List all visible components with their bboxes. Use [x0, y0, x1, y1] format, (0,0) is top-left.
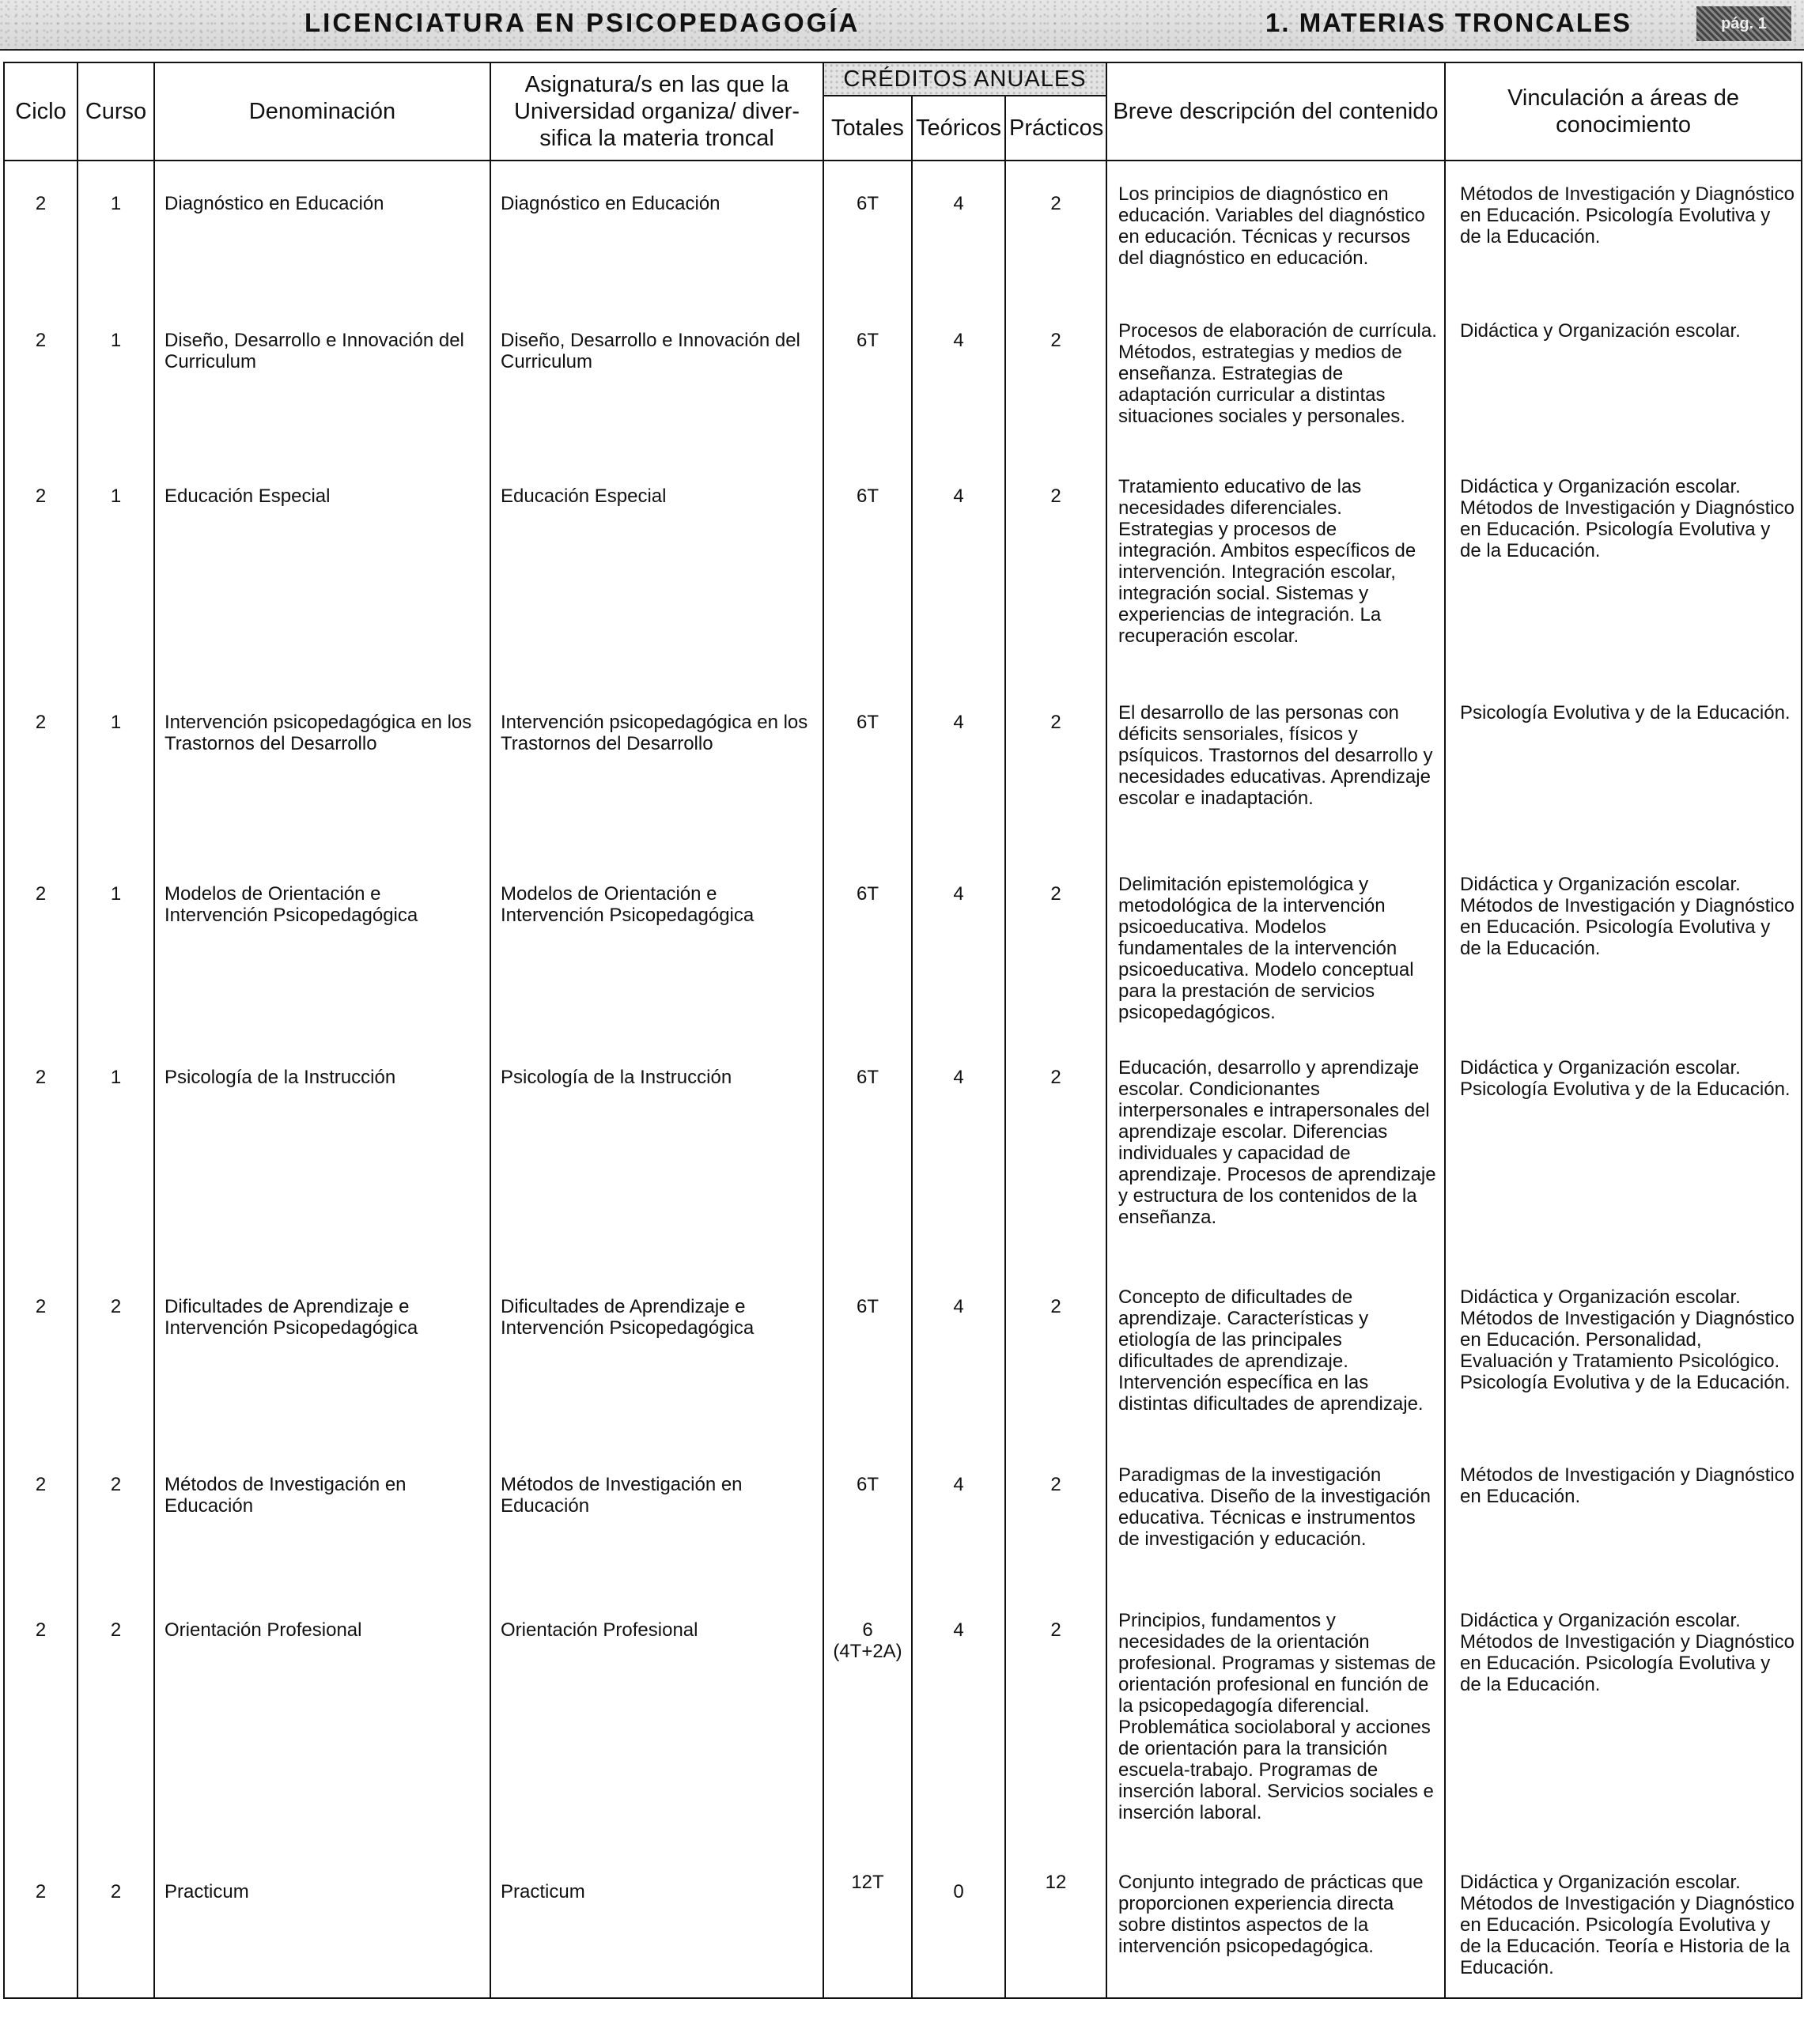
cell-vinculacion: Didáctica y Organización escolar. Métodos de Investigación y Diagnóstico en Educación. Psicología Evolutiva y de la Educación. Teoría e Historia de la Educación.: [1460, 1872, 1795, 1978]
cell-asignatura: Educación Especial: [501, 485, 667, 507]
cell-ciclo: 2: [35, 712, 47, 733]
cell-totales: 6T: [856, 485, 879, 507]
cell-totales: 6T: [856, 330, 879, 351]
cell-vinculacion: Psicología Evolutiva y de la Educación.: [1460, 702, 1791, 724]
cell-vinculacion: Didáctica y Organización escolar.: [1460, 320, 1741, 342]
table-row: [4, 161, 1802, 298]
cell-asignatura: Modelos de Orientación e Intervención Psicopedagógica: [501, 883, 755, 926]
cell-vinculacion: Métodos de Investigación y Diagnóstico en Educación. Psicología Evolutiva y de la Educación.: [1460, 183, 1795, 247]
materias-table: [3, 62, 1802, 1999]
cell-practicos: 2: [1050, 1474, 1061, 1495]
cell-totales: 6T: [856, 193, 879, 214]
cell-denominacion: Educación Especial: [165, 485, 331, 507]
cell-teoricos: 4: [953, 193, 964, 214]
cell-totales-detail: (4T+2A): [833, 1641, 902, 1662]
cell-denominacion: Psicología de la Instrucción: [165, 1067, 396, 1088]
cell-curso: 1: [110, 712, 122, 733]
cell-teoricos: 4: [953, 485, 964, 507]
cell-denominacion: Practicum: [165, 1881, 249, 1902]
cell-denominacion: Orientación Profesional: [165, 1619, 362, 1641]
cell-practicos: 2: [1050, 1296, 1061, 1317]
table-row: [4, 1849, 1802, 1998]
cell-curso: 1: [110, 1067, 122, 1088]
cell-descripcion: Procesos de elaboración de currícula. Métodos, estrategias y medios de enseñanza. Estrategias de adaptación curricular a distintas situaciones sociales y personales.: [1118, 320, 1437, 427]
cell-ciclo: 2: [35, 193, 47, 214]
col-asignatura: Asignatura/s en las que la Universidad organiza/ diver-sifica la materia troncal: [490, 62, 823, 161]
cell-teoricos: 4: [953, 1619, 964, 1641]
cell-practicos: 2: [1050, 1067, 1061, 1088]
cell-ciclo: 2: [35, 1881, 47, 1902]
cell-teoricos: 4: [953, 883, 964, 905]
cell-vinculacion: Didáctica y Organización escolar. Métodos de Investigación y Diagnóstico en Educación. Psicología Evolutiva y de la Educación.: [1460, 1610, 1795, 1695]
cell-asignatura: Intervención psicopedagógica en los Trastornos del Desarrollo: [501, 712, 808, 754]
cell-descripcion: Delimitación epistemológica y metodológica de la intervención psicoeducativa. Modelos fundamentales de la intervención psicoeducativa. Modelo conceptual para la prestación de servicios psicopedagógicos.: [1118, 874, 1414, 1023]
cell-ciclo: 2: [35, 1619, 47, 1641]
cell-curso: 2: [110, 1881, 122, 1902]
cell-curso: 1: [110, 330, 122, 351]
cell-curso: 1: [110, 193, 122, 214]
table-row: [4, 680, 1802, 852]
cell-denominacion: Diseño, Desarrollo e Innovación del Curriculum: [165, 330, 464, 372]
cell-ciclo: 2: [35, 1474, 47, 1495]
cell-practicos: 2: [1050, 330, 1061, 351]
col-denominacion: Denominación: [154, 62, 490, 161]
col-totales: Totales: [823, 96, 912, 161]
cell-practicos: 12: [1045, 1872, 1067, 1893]
table-row: [4, 1442, 1802, 1588]
cell-denominacion: Métodos de Investigación en Educación: [165, 1474, 407, 1517]
table-row: [4, 1264, 1802, 1442]
cell-totales: 6T: [856, 712, 879, 733]
cell-vinculacion: Didáctica y Organización escolar. Psicología Evolutiva y de la Educación.: [1460, 1057, 1791, 1100]
cell-totales: 6T: [856, 1067, 879, 1088]
cell-totales: 6T: [856, 1296, 879, 1317]
cell-asignatura: Orientación Profesional: [501, 1619, 698, 1641]
cell-teoricos: 4: [953, 1067, 964, 1088]
header-banner: [0, 0, 1804, 51]
cell-asignatura: Practicum: [501, 1881, 585, 1902]
cell-curso: 2: [110, 1619, 122, 1641]
document-title: LICENCIATURA EN PSICOPEDAGOGÍA: [304, 8, 860, 37]
cell-ciclo: 2: [35, 1067, 47, 1088]
col-teoricos: Teóricos: [912, 96, 1005, 161]
col-descripcion: Breve descripción del contenido: [1106, 62, 1445, 161]
cell-descripcion: Tratamiento educativo de las necesidades diferenciales. Estrategias y procesos de integración. Ambitos específicos de intervención. Integración escolar, integración social. Sistemas y experiencias de integración. La recuperación escolar.: [1118, 476, 1416, 647]
cell-asignatura: Diagnóstico en Educación: [501, 193, 720, 214]
cell-asignatura: Diseño, Desarrollo e Innovación del Curriculum: [501, 330, 800, 372]
cell-practicos: 2: [1050, 883, 1061, 905]
cell-asignatura: Métodos de Investigación en Educación: [501, 1474, 743, 1517]
page-mark: pág. 1: [1696, 6, 1791, 41]
cell-vinculacion: Métodos de Investigación y Diagnóstico en Educación.: [1460, 1464, 1795, 1507]
cell-teoricos: 4: [953, 330, 964, 351]
cell-curso: 2: [110, 1296, 122, 1317]
cell-descripcion: Concepto de dificultades de aprendizaje. Características y etiología de las principales dificultades de aprendizaje. Intervención específica en las distintas dificultades de aprendizaje.: [1118, 1286, 1424, 1415]
cell-teoricos: 4: [953, 1296, 964, 1317]
cell-curso: 1: [110, 485, 122, 507]
col-practicos: Prácticos: [1005, 96, 1106, 161]
cell-descripcion: El desarrollo de las personas con déficits sensoriales, físicos y psíquicos. Trastornos del desarrollo y necesidades educativas. Aprendizaje escolar e inadaptación.: [1118, 702, 1433, 809]
cell-vinculacion: Didáctica y Organización escolar. Métodos de Investigación y Diagnóstico en Educación. Psicología Evolutiva y de la Educación.: [1460, 476, 1795, 561]
cell-denominacion: Intervención psicopedagógica en los Trastornos del Desarrollo: [165, 712, 472, 754]
cell-descripcion: Educación, desarrollo y aprendizaje escolar. Condicionantes interpersonales e intrapersonales del aprendizaje escolar. Diferencias individuales y capacidad de aprendizaje. Procesos de aprendizaje y estructura de los contenidos de la enseñanza.: [1118, 1057, 1436, 1228]
cell-ciclo: 2: [35, 330, 47, 351]
cell-totales: 6T: [856, 883, 879, 905]
col-vinculacion: Vinculación a áreas de conocimiento: [1445, 62, 1802, 161]
col-curso: Curso: [78, 62, 154, 161]
cell-teoricos: 4: [953, 1474, 964, 1495]
cell-asignatura: Psicología de la Instrucción: [501, 1067, 732, 1088]
cell-practicos: 2: [1050, 485, 1061, 507]
cell-practicos: 2: [1050, 1619, 1061, 1641]
cell-denominacion: Modelos de Orientación e Intervención Psicopedagógica: [165, 883, 418, 926]
cell-teoricos: 4: [953, 712, 964, 733]
cell-denominacion: Diagnóstico en Educación: [165, 193, 384, 214]
table-row: [4, 1588, 1802, 1849]
cell-curso: 1: [110, 883, 122, 905]
table-row: [4, 454, 1802, 680]
cell-denominacion: Dificultades de Aprendizaje e Intervención Psicopedagógica: [165, 1296, 418, 1339]
cell-vinculacion: Didáctica y Organización escolar. Métodos de Investigación y Diagnóstico en Educación. Psicología Evolutiva y de la Educación.: [1460, 874, 1795, 959]
section-title: 1. MATERIAS TRONCALES: [1265, 8, 1632, 37]
cell-curso: 2: [110, 1474, 122, 1495]
cell-descripcion: Conjunto integrado de prácticas que proporcionen experiencia directa sobre distintos aspectos de la intervención psicopedagógica.: [1118, 1872, 1424, 1957]
cell-totales: 6T: [856, 1474, 879, 1495]
col-ciclo: Ciclo: [4, 62, 78, 161]
cell-practicos: 2: [1050, 712, 1061, 733]
cell-totales: 6: [862, 1619, 873, 1641]
cell-asignatura: Dificultades de Aprendizaje e Intervención Psicopedagógica: [501, 1296, 755, 1339]
cell-descripcion: Los principios de diagnóstico en educación. Variables del diagnóstico en educación. Técnicas y recursos del diagnóstico en educación.: [1118, 183, 1425, 269]
col-creditos: CRÉDITOS ANUALES: [823, 62, 1106, 96]
table-row: [4, 852, 1802, 1035]
cell-teoricos: 0: [953, 1881, 964, 1902]
cell-ciclo: 2: [35, 485, 47, 507]
cell-practicos: 2: [1050, 193, 1061, 214]
table-row: [4, 298, 1802, 454]
cell-ciclo: 2: [35, 883, 47, 905]
cell-ciclo: 2: [35, 1296, 47, 1317]
cell-vinculacion: Didáctica y Organización escolar. Métodos de Investigación y Diagnóstico en Educación. Personalidad, Evaluación y Tratamiento Psicológico. Psicología Evolutiva y de la Educación.: [1460, 1286, 1795, 1393]
table-row: [4, 1035, 1802, 1264]
cell-descripcion: Principios, fundamentos y necesidades de la orientación profesional. Programas y sistemas de orientación profesional en función de la psicopedagogía diferencial. Problemática sociolaboral y acciones de orientación para la transición escuela-trabajo. Programas de inserción laboral. Servicios sociales e inserción laboral.: [1118, 1610, 1436, 1823]
cell-descripcion: Paradigmas de la investigación educativa. Diseño de la investigación educativa. Técnicas e instrumentos de investigación y educación.: [1118, 1464, 1431, 1550]
cell-totales: 12T: [851, 1872, 884, 1893]
